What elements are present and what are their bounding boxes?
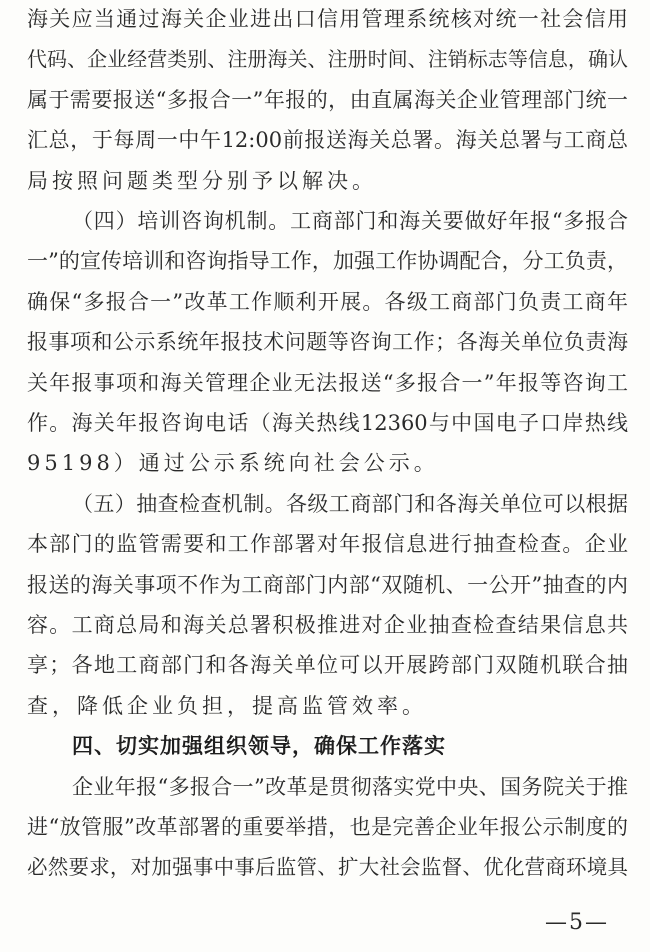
text-line: 容。工商总局和海关总署积极推进对企业抽查检查结果信息共 bbox=[27, 613, 628, 637]
text-line: 代码、企业经营类别、注册海关、注册时间、注销标志等信息，确认 bbox=[27, 47, 628, 72]
text-line: 95198）通过公示系统向社会公示。 bbox=[27, 451, 439, 476]
text-line: 一”的宣传培训和咨询指导工作，加强工作协调配合，分工负责， bbox=[27, 249, 628, 274]
text-line: 确保“多报合一”改革工作顺利开展。各级工商部门负责工商年 bbox=[27, 289, 628, 314]
text-line: 作。海关年报咨询电话（海关热线12360与中国电子口岸热线 bbox=[27, 411, 628, 435]
text-line: （四）培训咨询机制。工商部门和海关要做好年报“多报合 bbox=[72, 209, 628, 233]
text-line: （五）抽查检查机制。各级工商部门和各海关单位可以根据 bbox=[72, 491, 628, 516]
text-line: 报送的海关事项不作为工商部门内部“双随机、一公开”抽查的内 bbox=[27, 572, 628, 597]
text-line: 企业年报“多报合一”改革是贯彻落实党中央、国务院关于推 bbox=[72, 774, 628, 799]
text-line: 进“放管服”改革部署的重要举措，也是完善企业年报公示制度的 bbox=[27, 815, 628, 839]
text-line: 关年报事项和海关管理企业无法报送“多报合一”年报等咨询工 bbox=[27, 370, 628, 395]
text-line: 局按照问题类型分别予以解决。 bbox=[27, 168, 377, 193]
text-line: 查，降低企业负担，提高监管效率。 bbox=[27, 693, 427, 718]
text-line: 海关应当通过海关企业进出口信用管理系统核对统一社会信用 bbox=[27, 7, 628, 31]
text-line: 享；各地工商部门和各海关单位可以开展跨部门双随机联合抽 bbox=[27, 653, 628, 678]
text-line: 汇总，于每周一中午12:00前报送海关总署。海关总署与工商总 bbox=[27, 128, 628, 153]
text-line: 报事项和公示系统年报技术问题等咨询工作；各海关单位负责海 bbox=[27, 330, 628, 355]
page-number: —5— bbox=[545, 910, 609, 935]
section-heading: 四、切实加强组织领导，确保工作落实 bbox=[72, 734, 446, 759]
text-line: 属于需要报送“多报合一”年报的，由直属海关企业管理部门统一 bbox=[27, 87, 628, 112]
text-line: 必然要求，对加强事中事后监管、扩大社会监督、优化营商环境具 bbox=[27, 855, 628, 880]
text-line: 本部门的监管需要和工作部署对年报信息进行抽查检查。企业 bbox=[27, 532, 628, 557]
